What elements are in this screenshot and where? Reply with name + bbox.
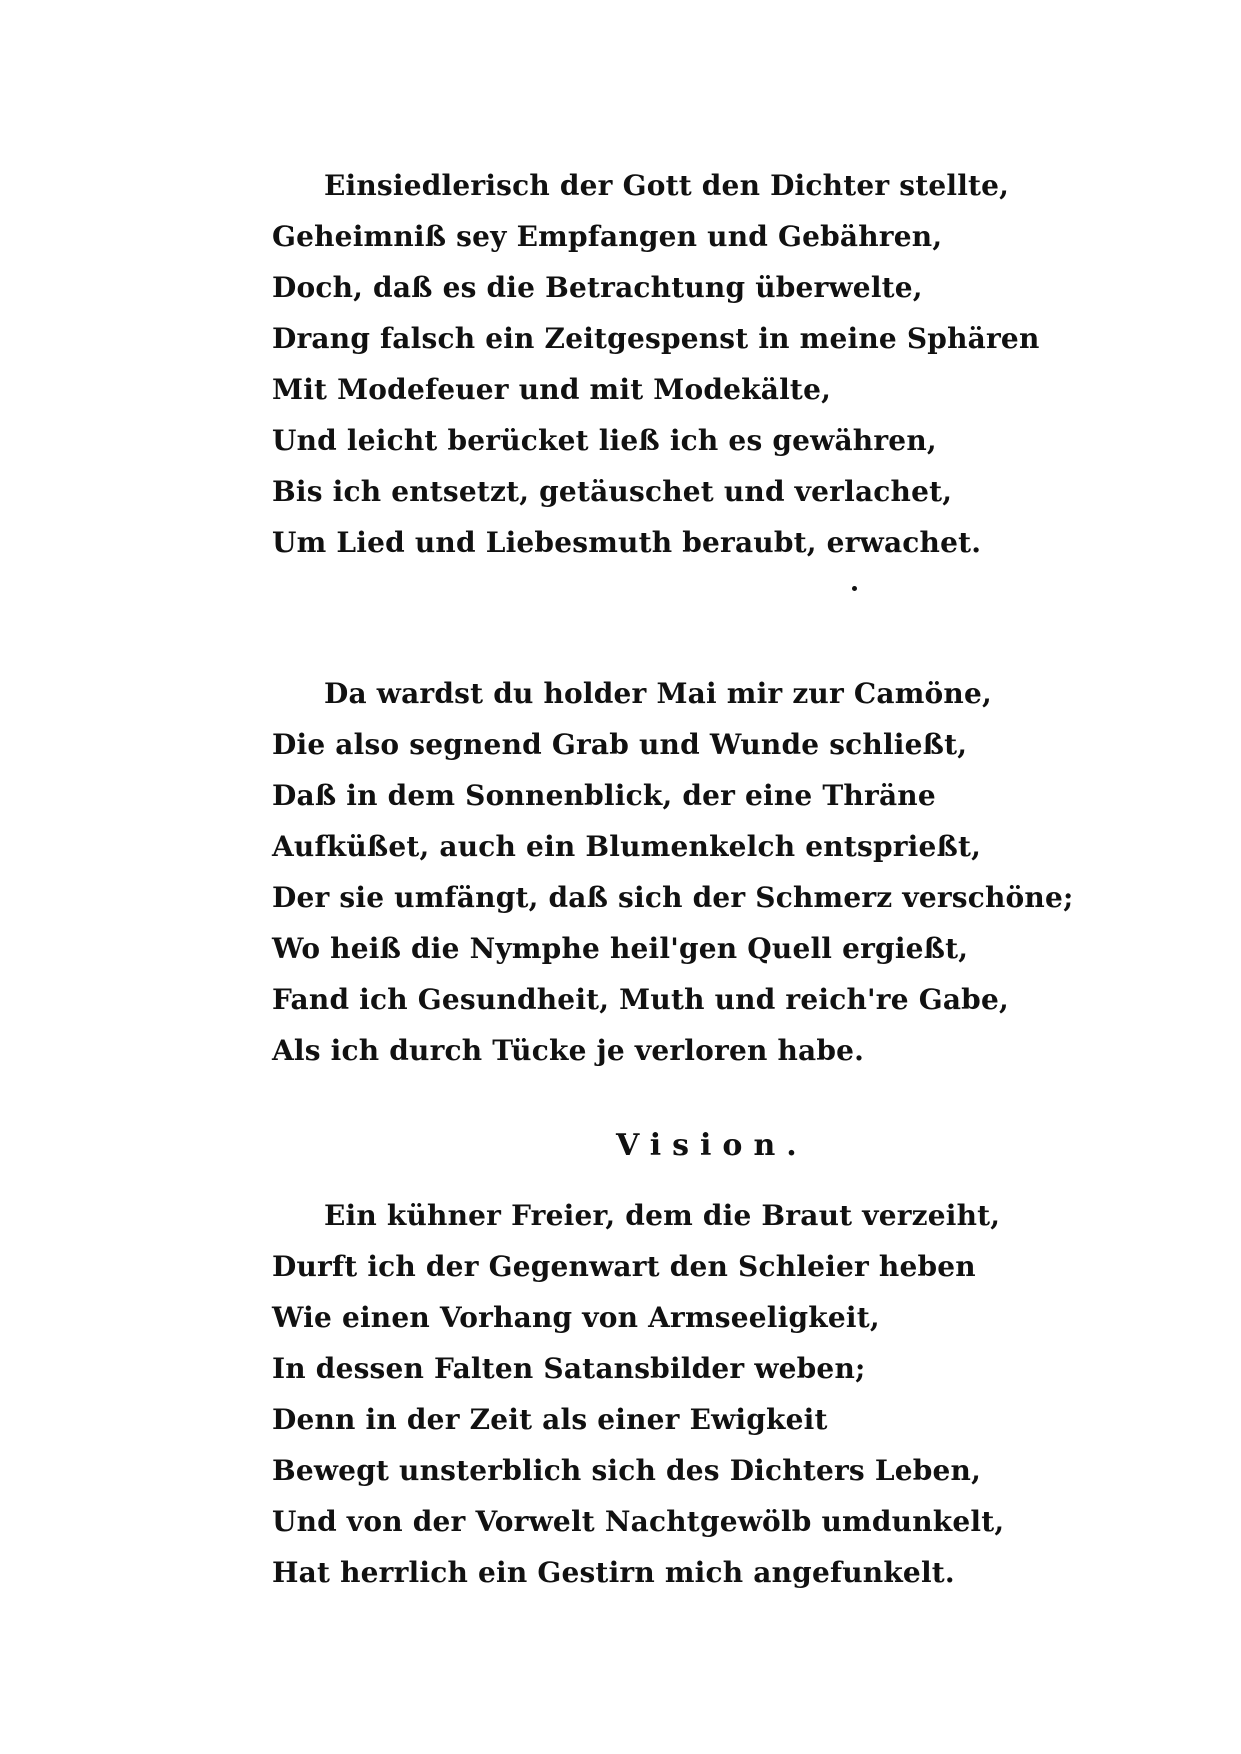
poem-title: Vision. [616,1128,808,1163]
verse-line: Drang falsch ein Zeitgespenst in meine Sphären [272,322,1040,355]
verse-line: Bewegt unsterblich sich des Dichters Leben, [272,1454,982,1487]
verse-line: Bis ich entsetzt, getäuschet und verlachet, [272,475,953,508]
verse-line: Als ich durch Tücke je verloren habe. [272,1034,865,1067]
verse-line: Geheimniß sey Empfangen und Gebähren, [272,220,943,253]
verse-line: Wie einen Vorhang von Armseeligkeit, [272,1301,880,1334]
stanza-2 [272,668,1074,1076]
verse-line: Wo heiß die Nymphe heil'gen Quell ergießt, [272,932,969,965]
verse-line: Um Lied und Liebesmuth beraubt, erwachet. [272,526,982,559]
verse-line: Aufküßet, auch ein Blumenkelch entsprießt, [272,830,982,863]
verse-line: Und von der Vorwelt Nachtgewölb umdunkelt, [272,1505,1005,1538]
verse-line: Doch, daß es die Betrachtung überwelte, [272,271,923,304]
stanza-3 [272,1190,1012,1598]
verse-line: Da wardst du holder Mai mir zur Camöne, [324,677,992,710]
verse-line: Und leicht berücket ließ ich es gewähren, [272,424,937,457]
verse-line: Die also segnend Grab und Wunde schließt, [272,728,968,761]
ink-speck [852,586,857,591]
verse-line: In dessen Falten Satansbilder weben; [272,1352,866,1385]
verse-line: Mit Modefeuer und mit Modekälte, [272,373,832,406]
verse-line: Durft ich der Gegenwart den Schleier heben [272,1250,976,1283]
verse-line: Daß in dem Sonnenblick, der eine Thräne [272,779,936,812]
verse-line: Ein kühner Freier, dem die Braut verzeiht, [324,1199,1001,1232]
verse-line: Fand ich Gesundheit, Muth und reich're Gabe, [272,983,1009,1016]
verse-line: Denn in der Zeit als einer Ewigkeit [272,1403,828,1436]
verse-line: Einsiedlerisch der Gott den Dichter stellte, [324,169,1010,202]
stanza-1 [272,160,1040,568]
verse-line: Hat herrlich ein Gestirn mich angefunkelt. [272,1556,955,1589]
verse-line: Der sie umfängt, daß sich der Schmerz verschöne; [272,881,1074,914]
